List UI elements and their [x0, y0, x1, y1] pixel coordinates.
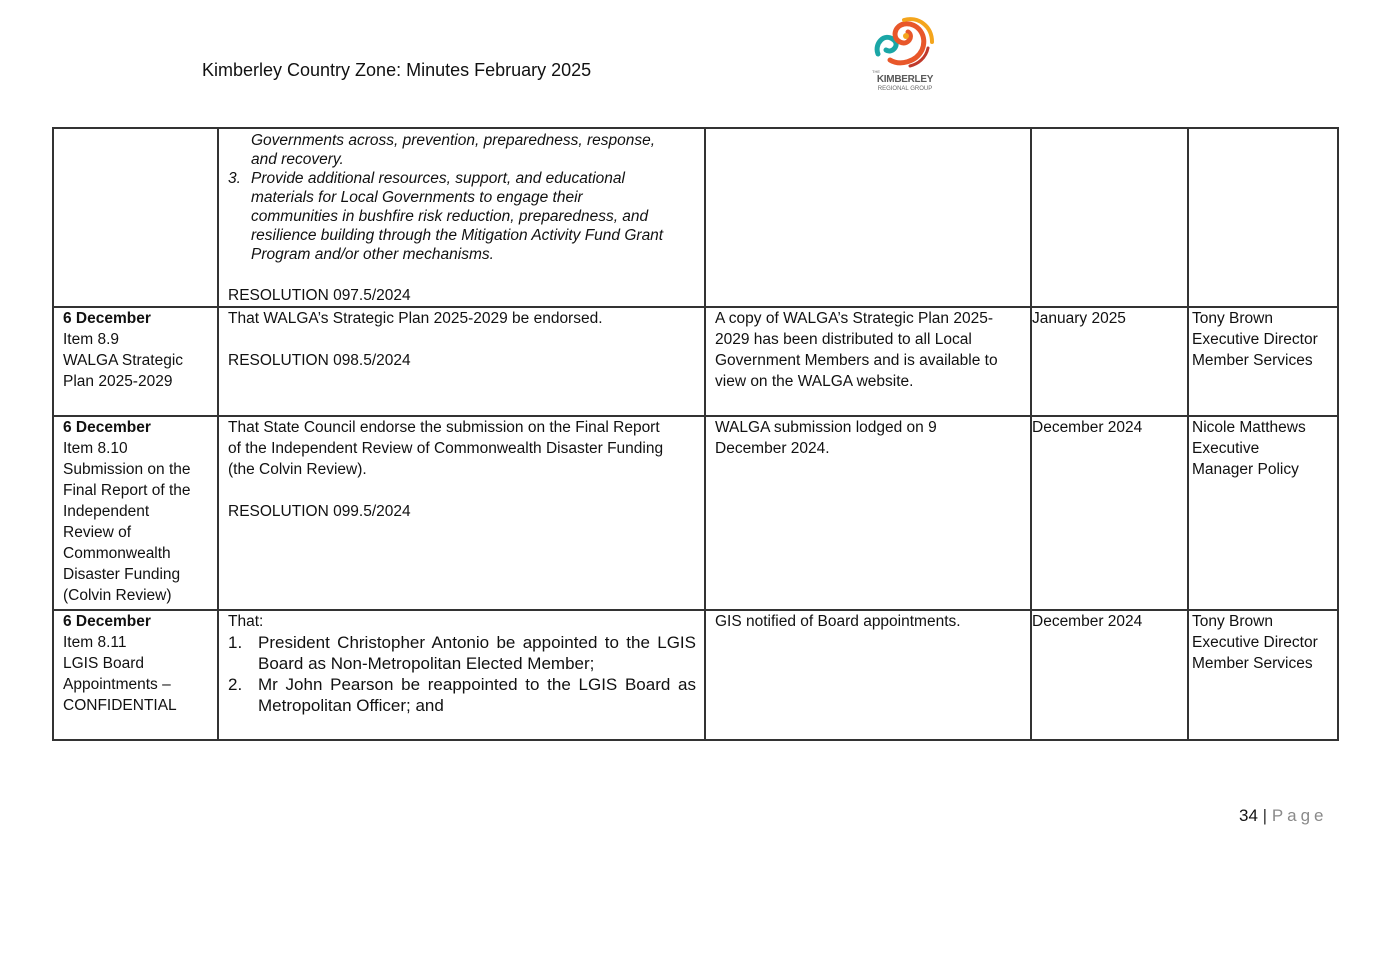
list-item: [228, 674, 696, 716]
item-line: Item 8.10: [63, 440, 128, 457]
table-row: [53, 128, 1338, 307]
list-line: communities in bushfire risk reduction, preparedness, and: [251, 208, 649, 225]
list-line: materials for Local Governments to engage their: [251, 189, 583, 206]
action-cell: [705, 307, 1031, 416]
resolution-cell: [218, 610, 705, 740]
meeting-date: 6 December: [63, 419, 151, 436]
item-line: Review of: [63, 524, 132, 541]
table-row: [53, 307, 1338, 416]
completion-date: December 2024: [1032, 419, 1143, 436]
item-line: Plan 2025-2029: [63, 373, 173, 390]
resolution-intro: That:: [228, 613, 264, 630]
action-line: WALGA submission lodged on 9: [715, 419, 937, 436]
resolution-line: of the Independent Review of Commonwealth Disaster Funding: [228, 440, 664, 457]
action-line: 2029 has been distributed to all Local: [715, 331, 972, 348]
date-cell: [1031, 307, 1188, 416]
responsible-cell: [1188, 128, 1338, 307]
minutes-table: [52, 127, 1339, 741]
item-line: CONFIDENTIAL: [63, 697, 177, 714]
logo-name: KIMBERLEY: [876, 74, 934, 85]
resolution-cell: [218, 416, 705, 610]
action-line: view on the WALGA website.: [715, 373, 914, 390]
responsible-cell: [1188, 610, 1338, 740]
responsible-line: Member Services: [1192, 352, 1313, 369]
action-line: A copy of WALGA’s Strategic Plan 2025-: [715, 310, 993, 327]
page-number: 34: [1239, 806, 1258, 825]
responsible-line: Tony Brown: [1192, 613, 1273, 630]
page-footer: [1239, 806, 1328, 826]
responsible-line: Manager Policy: [1192, 461, 1299, 478]
action-cell: [705, 610, 1031, 740]
list-line: Governments across, prevention, preparedness, response,: [251, 132, 656, 149]
resolution-cell: [218, 307, 705, 416]
logo-subtitle: REGIONAL GROUP: [877, 86, 933, 92]
resolution-number: RESOLUTION 097.5/2024: [228, 287, 411, 304]
meeting-date: 6 December: [63, 613, 151, 630]
responsible-line: Member Services: [1192, 655, 1313, 672]
kimberley-logo: [870, 14, 940, 96]
resolution-line: That State Council endorse the submission on the Final Report: [228, 419, 660, 436]
list-text: President Christopher Antonio be appointed to the LGIS Board as Non-Metropolitan Elected Member;: [258, 633, 696, 673]
item-line: Appointments –: [63, 676, 171, 693]
completion-date: December 2024: [1032, 613, 1143, 630]
list-number: 1.: [228, 633, 243, 652]
item-line: Final Report of the: [63, 482, 191, 499]
responsible-line: Executive Director: [1192, 331, 1318, 348]
list-item: [228, 169, 704, 188]
footer-separator: |: [1262, 806, 1268, 825]
responsible-cell: [1188, 416, 1338, 610]
item-line: LGIS Board: [63, 655, 144, 672]
action-line: Government Members and is available to: [715, 352, 998, 369]
item-line: Independent: [63, 503, 150, 520]
kimberley-swirl-icon: [870, 14, 940, 72]
table-row: [53, 416, 1338, 610]
item-line: Item 8.11: [63, 634, 127, 651]
resolution-cell: [218, 128, 705, 307]
resolution-number: RESOLUTION 098.5/2024: [228, 352, 411, 369]
item-line: Item 8.9: [63, 331, 119, 348]
action-line: December 2024.: [715, 440, 830, 457]
resolution-text: That WALGA’s Strategic Plan 2025-2029 be endorsed.: [228, 310, 603, 327]
meeting-item-cell: [53, 128, 218, 307]
italic-resolution-list: [228, 131, 704, 264]
responsible-line: Executive Director: [1192, 634, 1318, 651]
list-number: 2.: [228, 675, 243, 694]
date-cell: [1031, 610, 1188, 740]
completion-date: January 2025: [1032, 310, 1126, 327]
list-text: Mr John Pearson be reappointed to the LGIS Board as Metropolitan Officer; and: [258, 675, 696, 715]
list-number: 3.: [228, 170, 241, 187]
resolution-list: [228, 632, 704, 716]
action-cell: [705, 128, 1031, 307]
action-line: GIS notified of Board appointments.: [715, 613, 961, 630]
meeting-item-cell: [53, 307, 218, 416]
meeting-date: 6 December: [63, 310, 151, 327]
meeting-item-cell: [53, 610, 218, 740]
action-cell: [705, 416, 1031, 610]
item-line: Commonwealth: [63, 545, 171, 562]
logo-small-text: THE: [872, 69, 880, 74]
resolution-line: (the Colvin Review).: [228, 461, 367, 478]
meeting-item-cell: [53, 416, 218, 610]
list-line: resilience building through the Mitigation Activity Fund Grant: [251, 227, 664, 244]
item-line: WALGA Strategic: [63, 352, 184, 369]
responsible-cell: [1188, 307, 1338, 416]
list-line: Program and/or other mechanisms.: [251, 246, 494, 263]
responsible-line: Tony Brown: [1192, 310, 1273, 327]
list-line: and recovery.: [251, 151, 344, 168]
document-header-title: Kimberley Country Zone: Minutes February 2025: [202, 60, 592, 80]
responsible-line: Nicole Matthews: [1192, 419, 1306, 436]
item-line: Submission on the: [63, 461, 191, 478]
date-cell: [1031, 128, 1188, 307]
date-cell: [1031, 416, 1188, 610]
responsible-line: Executive: [1192, 440, 1260, 457]
item-line: Disaster Funding: [63, 566, 181, 583]
page-label: Page: [1271, 806, 1328, 825]
table-row: [53, 610, 1338, 740]
resolution-number: RESOLUTION 099.5/2024: [228, 503, 411, 520]
list-line: Provide additional resources, support, and educational: [251, 170, 625, 187]
list-item: [228, 632, 696, 674]
item-line: (Colvin Review): [63, 587, 172, 604]
